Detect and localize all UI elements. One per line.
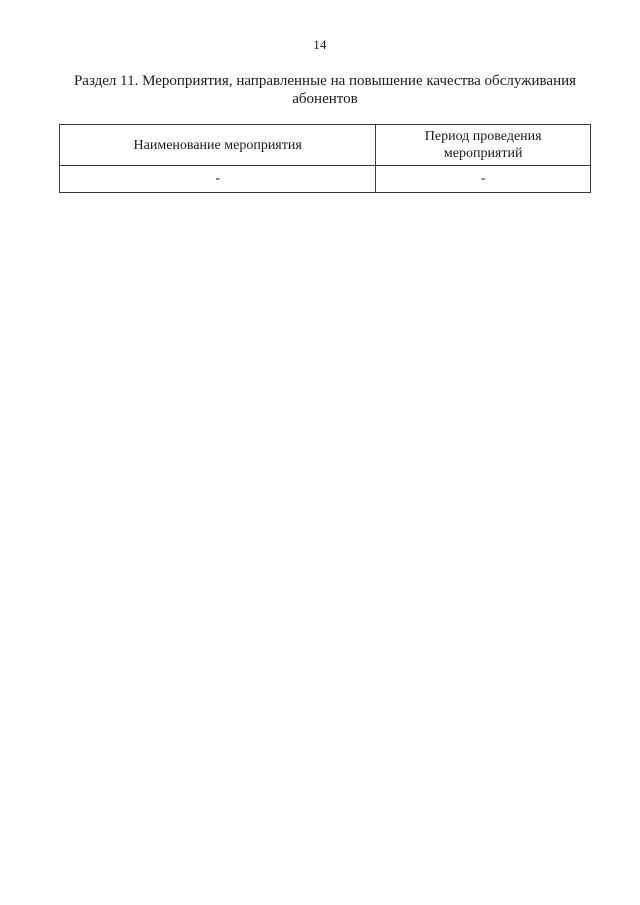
section-title-line-2: абонентов [292, 91, 358, 107]
header-period-line-1: Период проведения [424, 129, 542, 144]
section-title [60, 72, 590, 108]
table-row [60, 166, 591, 193]
cell-measure-name: - [60, 166, 376, 193]
cell-period: - [376, 166, 591, 193]
measures-table [59, 124, 591, 193]
section-title-line-1: Раздел 11. Мероприятия, направленные на повышение качества обслуживания [73, 73, 577, 89]
page-number: 14 [313, 37, 327, 52]
header-period [376, 125, 591, 166]
table-header-row [60, 125, 591, 166]
header-period-line-2: мероприятий [443, 146, 523, 161]
header-measure-name: Наименование мероприятия [60, 125, 376, 166]
